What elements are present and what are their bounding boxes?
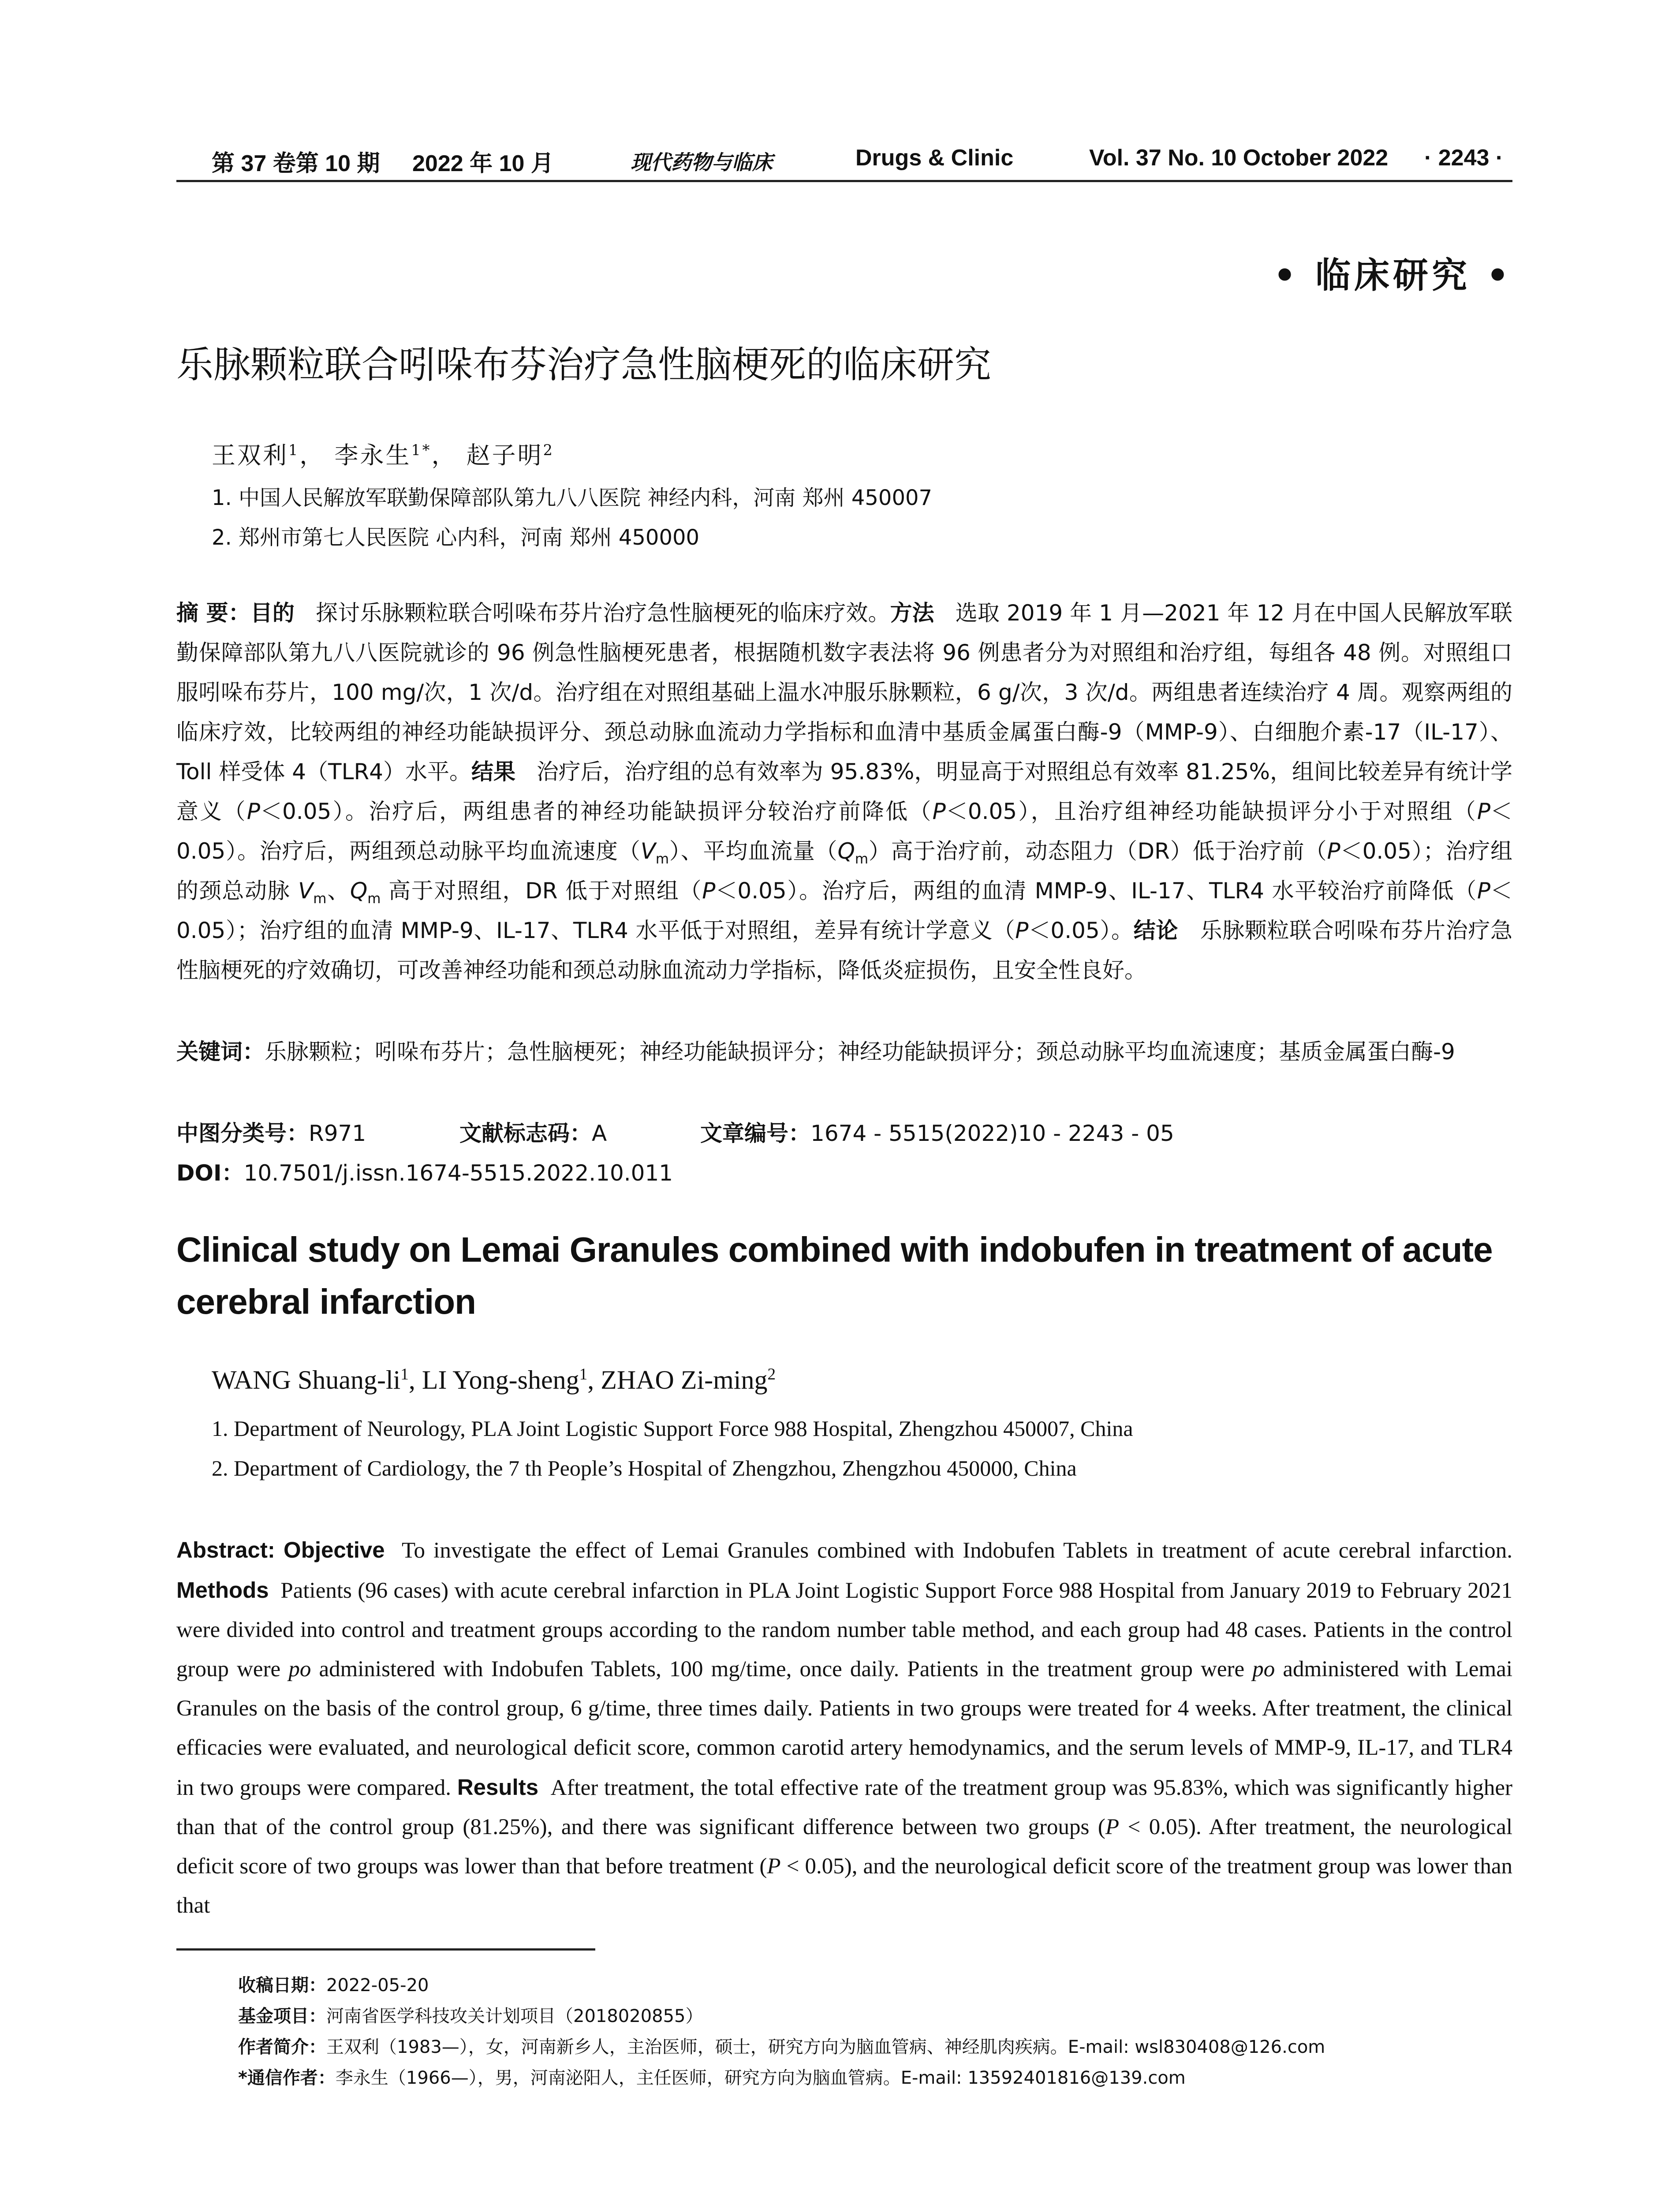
objective-text: 探讨乐脉颗粒联合吲哚布芬片治疗急性脑梗死的临床疗效。	[316, 600, 890, 626]
results-text: < 0.05). After treatment, the neurological deficit score of two groups was lower than that before treatment (	[176, 1815, 1513, 1879]
footnote-text: 河南省医学科技攻关计划项目（2018020855）	[326, 2006, 703, 2026]
po-abbrev: po	[1252, 1657, 1275, 1682]
results-text: ＜0.05）。治疗后，两组颈总动脉平均血流速度（	[176, 799, 1513, 864]
q-symbol: Q	[350, 878, 368, 904]
header-journal-en: Drugs & Clinic	[855, 145, 1014, 171]
author-name: 王双利	[212, 441, 288, 469]
results-text: After treatment, the total effective rate of the treatment group was 95.83%, which was significantly higher than that of the control group (81.25%), and there was significant difference between two groups (	[176, 1775, 1513, 1839]
affiliation-cn: 1. 中国人民解放军联勤保障部队第九八八医院 神经内科，河南 郑州 450007	[212, 486, 933, 510]
p-symbol: P	[1477, 799, 1491, 824]
p-symbol: P	[932, 799, 946, 824]
objective-label: 目的	[250, 600, 295, 626]
results-text: ＜0.05）。治疗后，两组患者的神经功能缺损评分较治疗前降低（	[260, 799, 933, 824]
footnote-text: 李永生（1966—），男，河南泌阳人，主任医师，研究方向为脑血管病。E-mail: 13592401816@139.com	[335, 2068, 1186, 2088]
m-subscript: m	[313, 891, 327, 907]
results-text: ＜0.05）。	[1028, 918, 1134, 943]
v-symbol: V	[298, 878, 314, 904]
footnote-divider	[176, 1948, 595, 1951]
p-symbol: P	[767, 1854, 781, 1879]
doc-code-value: A	[592, 1121, 607, 1146]
results-text: 高于对照组，DR 低于对照组（	[381, 878, 702, 904]
footnote-label: 收稿日期：	[238, 1975, 326, 1996]
p-symbol: P	[1105, 1815, 1120, 1839]
article-title-en: Clinical study on Lemai Granules combined with indobufen in treatment of acute cerebral infarction	[176, 1230, 1493, 1321]
results-text: ＜0.05）。治疗后，两组的血清 MMP-9、IL-17、TLR4 水平较治疗前降低（	[715, 878, 1477, 904]
m-subscript: m	[855, 851, 869, 867]
p-symbol: P	[246, 799, 260, 824]
authors-en	[212, 1365, 776, 1395]
q-symbol: Q	[837, 838, 855, 864]
header-volume-cn: 第 37 卷第 10 期	[212, 151, 380, 176]
results-text: < 0.05), and the neurological deficit score of the treatment group was lower than that	[176, 1854, 1512, 1918]
doi-link[interactable]: 10.7501/j.issn.1674-5515.2022.10.011	[243, 1160, 673, 1186]
footnote-label: 作者简介：	[238, 2037, 326, 2057]
results-text: ＜0.05），且治疗组神经功能缺损评分小于对照组（	[945, 799, 1477, 824]
author-name: , LI Yong-sheng	[408, 1365, 579, 1394]
methods-label: 方法	[890, 600, 934, 626]
footnote-text: 2022-05-20	[326, 1975, 429, 1996]
footnote-received	[238, 1971, 429, 1996]
affiliation-en: 2. Department of Cardiology, the 7 th People’s Hospital of Zhengzhou, Zhengzhou 450000, China	[212, 1456, 1077, 1480]
article-title-cn: 乐脉颗粒联合吲哚布芬治疗急性脑梗死的临床研究	[176, 343, 992, 386]
keywords-text: 乐脉颗粒；吲哚布芬片；急性脑梗死；神经功能缺损评分；神经功能缺损评分；颈总动脉平均血流速度；基质金属蛋白酶-9	[265, 1039, 1455, 1065]
author-affil-mark: 1	[579, 1365, 588, 1383]
p-symbol: P	[702, 878, 716, 904]
author-affil-mark: 2	[543, 441, 554, 459]
methods-label: Methods	[176, 1577, 269, 1603]
keywords-cn	[176, 1032, 1512, 1072]
results-text: 治疗后，治疗组的总有效率为 95.83%，明显高于对照组总有效率 81.25%，组间比较差异有统计学意义（	[176, 759, 1512, 824]
abstract-cn	[176, 593, 1512, 990]
m-subscript: m	[655, 851, 669, 867]
results-text: ＜0.05）；治疗组的血清 MMP-9、IL-17、TLR4 水平低于对照组，差异有统计学意义（	[176, 878, 1513, 943]
author-name: WANG Shuang-li	[212, 1365, 401, 1394]
author-affil-mark: 2	[767, 1365, 776, 1383]
classification-row	[176, 1116, 1174, 1147]
affiliation-en: 1. Department of Neurology, PLA Joint Logistic Support Force 988 Hospital, Zhengzhou 450007, China	[212, 1416, 1133, 1441]
results-text: ）高于治疗前，动态阻力（DR）低于治疗前（	[868, 838, 1327, 864]
clc-value: R971	[309, 1121, 366, 1146]
p-symbol: P	[1327, 838, 1340, 864]
methods-text: 选取 2019 年 1 月—2021 年 12 月在中国人民解放军联勤保障部队第九八八医院就诊的 96 例急性脑梗死患者，根据随机数字表法将 96 例患者分为对照组和治疗组，每组各 48 例。对照组口服吲哚布芬片，100 mg/次，1 次/d。治疗组在对照组基础上温水冲服乐脉颗粒，6 g/次，3 次/d。两组患者连续治疗 4 周。观察两组的临床疗效，比较两组的神经功能缺损评分、颈总动脉血流动力学指标和血清中基质金属蛋白酶-9（MMP-9）、白细胞介素-17（IL-17）、Toll 样受体 4（TLR4）水平。	[176, 600, 1513, 785]
running-header	[176, 140, 1512, 182]
results-text: ＜0.05）；治疗组的颈总动脉	[176, 838, 1513, 904]
affiliation-cn: 2. 郑州市第七人民医院 心内科，河南 郑州 450000	[212, 525, 700, 550]
author-name: 李永生	[334, 441, 411, 469]
authors-cn: 王双利$^1$， 李永生$^{1*}$， 赵子明$^2$	[212, 441, 554, 469]
footnote-corresponding	[238, 2064, 1186, 2089]
header-date-cn: 2022 年 10 月	[412, 151, 554, 176]
p-symbol: P	[1015, 918, 1029, 943]
article-no-value: 1674 - 5515(2022)10 - 2243 - 05	[810, 1121, 1174, 1146]
header-journal-cn: 现代药物与临床	[631, 150, 773, 174]
methods-text: administered with Indobufen Tablets, 100 mg/time, once daily. Patients in the treatment group were	[311, 1657, 1253, 1682]
v-symbol: V	[640, 838, 656, 864]
author-name: , ZHAO Zi-ming	[587, 1365, 768, 1394]
p-symbol: P	[1477, 878, 1491, 904]
conclusion-label: 结论	[1133, 918, 1178, 943]
header-page-number: · 2243 ·	[1424, 145, 1504, 171]
results-label: 结果	[471, 759, 516, 785]
results-text: ）、平均血流量（	[669, 838, 838, 864]
footnote-label: 基金项目：	[238, 2006, 326, 2026]
clc-label: 中图分类号：	[176, 1121, 309, 1146]
author-affil-mark: 1	[288, 441, 300, 459]
author-name: 赵子明	[466, 441, 543, 469]
objective-label: Objective	[284, 1537, 385, 1562]
separator: 、	[326, 878, 350, 904]
doc-code-label: 文献标志码：	[459, 1121, 592, 1146]
methods-text: administered with Lemai Granules on the basis of the control group, 6 g/time, three times daily. Patients in two groups were treated for 4 weeks. After treatment, the clinical efficacies were evaluated, and neurological deficit score, common carotid artery hemodynamics, and the serum levels of MMP-9, IL-17, and TLR4 in two groups were compared.	[176, 1657, 1513, 1800]
objective-text: To investigate the effect of Lemai Granules combined with Indobufen Tablets in treatment of acute cerebral infarction.	[401, 1538, 1513, 1563]
abstract-label: Abstract:	[176, 1537, 275, 1562]
doi-row	[176, 1155, 673, 1187]
conclusion-text: 乐脉颗粒联合吲哚布芬片治疗急性脑梗死的疗效确切，可改善神经功能和颈总动脉血流动力学指标，降低炎症损伤，且安全性良好。	[176, 918, 1513, 983]
keywords-label: 关键词：	[176, 1039, 265, 1065]
doi-label: DOI：	[176, 1160, 244, 1186]
abstract-en	[176, 1530, 1512, 1925]
m-subscript: m	[367, 891, 381, 907]
author-affil-mark: 1	[400, 1365, 409, 1383]
po-abbrev: po	[288, 1657, 311, 1682]
footnote-label: *通信作者：	[238, 2068, 336, 2088]
abstract-label: 摘 要：	[176, 600, 250, 626]
section-label: • 临床研究 •	[1273, 254, 1512, 296]
footnote-fund	[238, 2002, 703, 2027]
article-no-label: 文章编号：	[700, 1121, 811, 1146]
footnote-author-bio	[238, 2033, 1325, 2058]
footnote-text: 王双利（1983—），女，河南新乡人，主治医师，硕士，研究方向为脑血管病、神经肌肉疾病。E-mail: wsl830408@126.com	[326, 2037, 1325, 2057]
author-affil-mark: 1*	[411, 441, 432, 459]
methods-text: Patients (96 cases) with acute cerebral infarction in PLA Joint Logistic Support Force 988 Hospital from January 2019 to February 2021 were divided into control and treatment groups according to the random number table method, and each group had 48 cases. Patients in the control group were	[176, 1578, 1513, 1682]
results-label: Results	[457, 1775, 539, 1800]
header-volume-en: Vol. 37 No. 10 October 2022	[1089, 145, 1389, 171]
